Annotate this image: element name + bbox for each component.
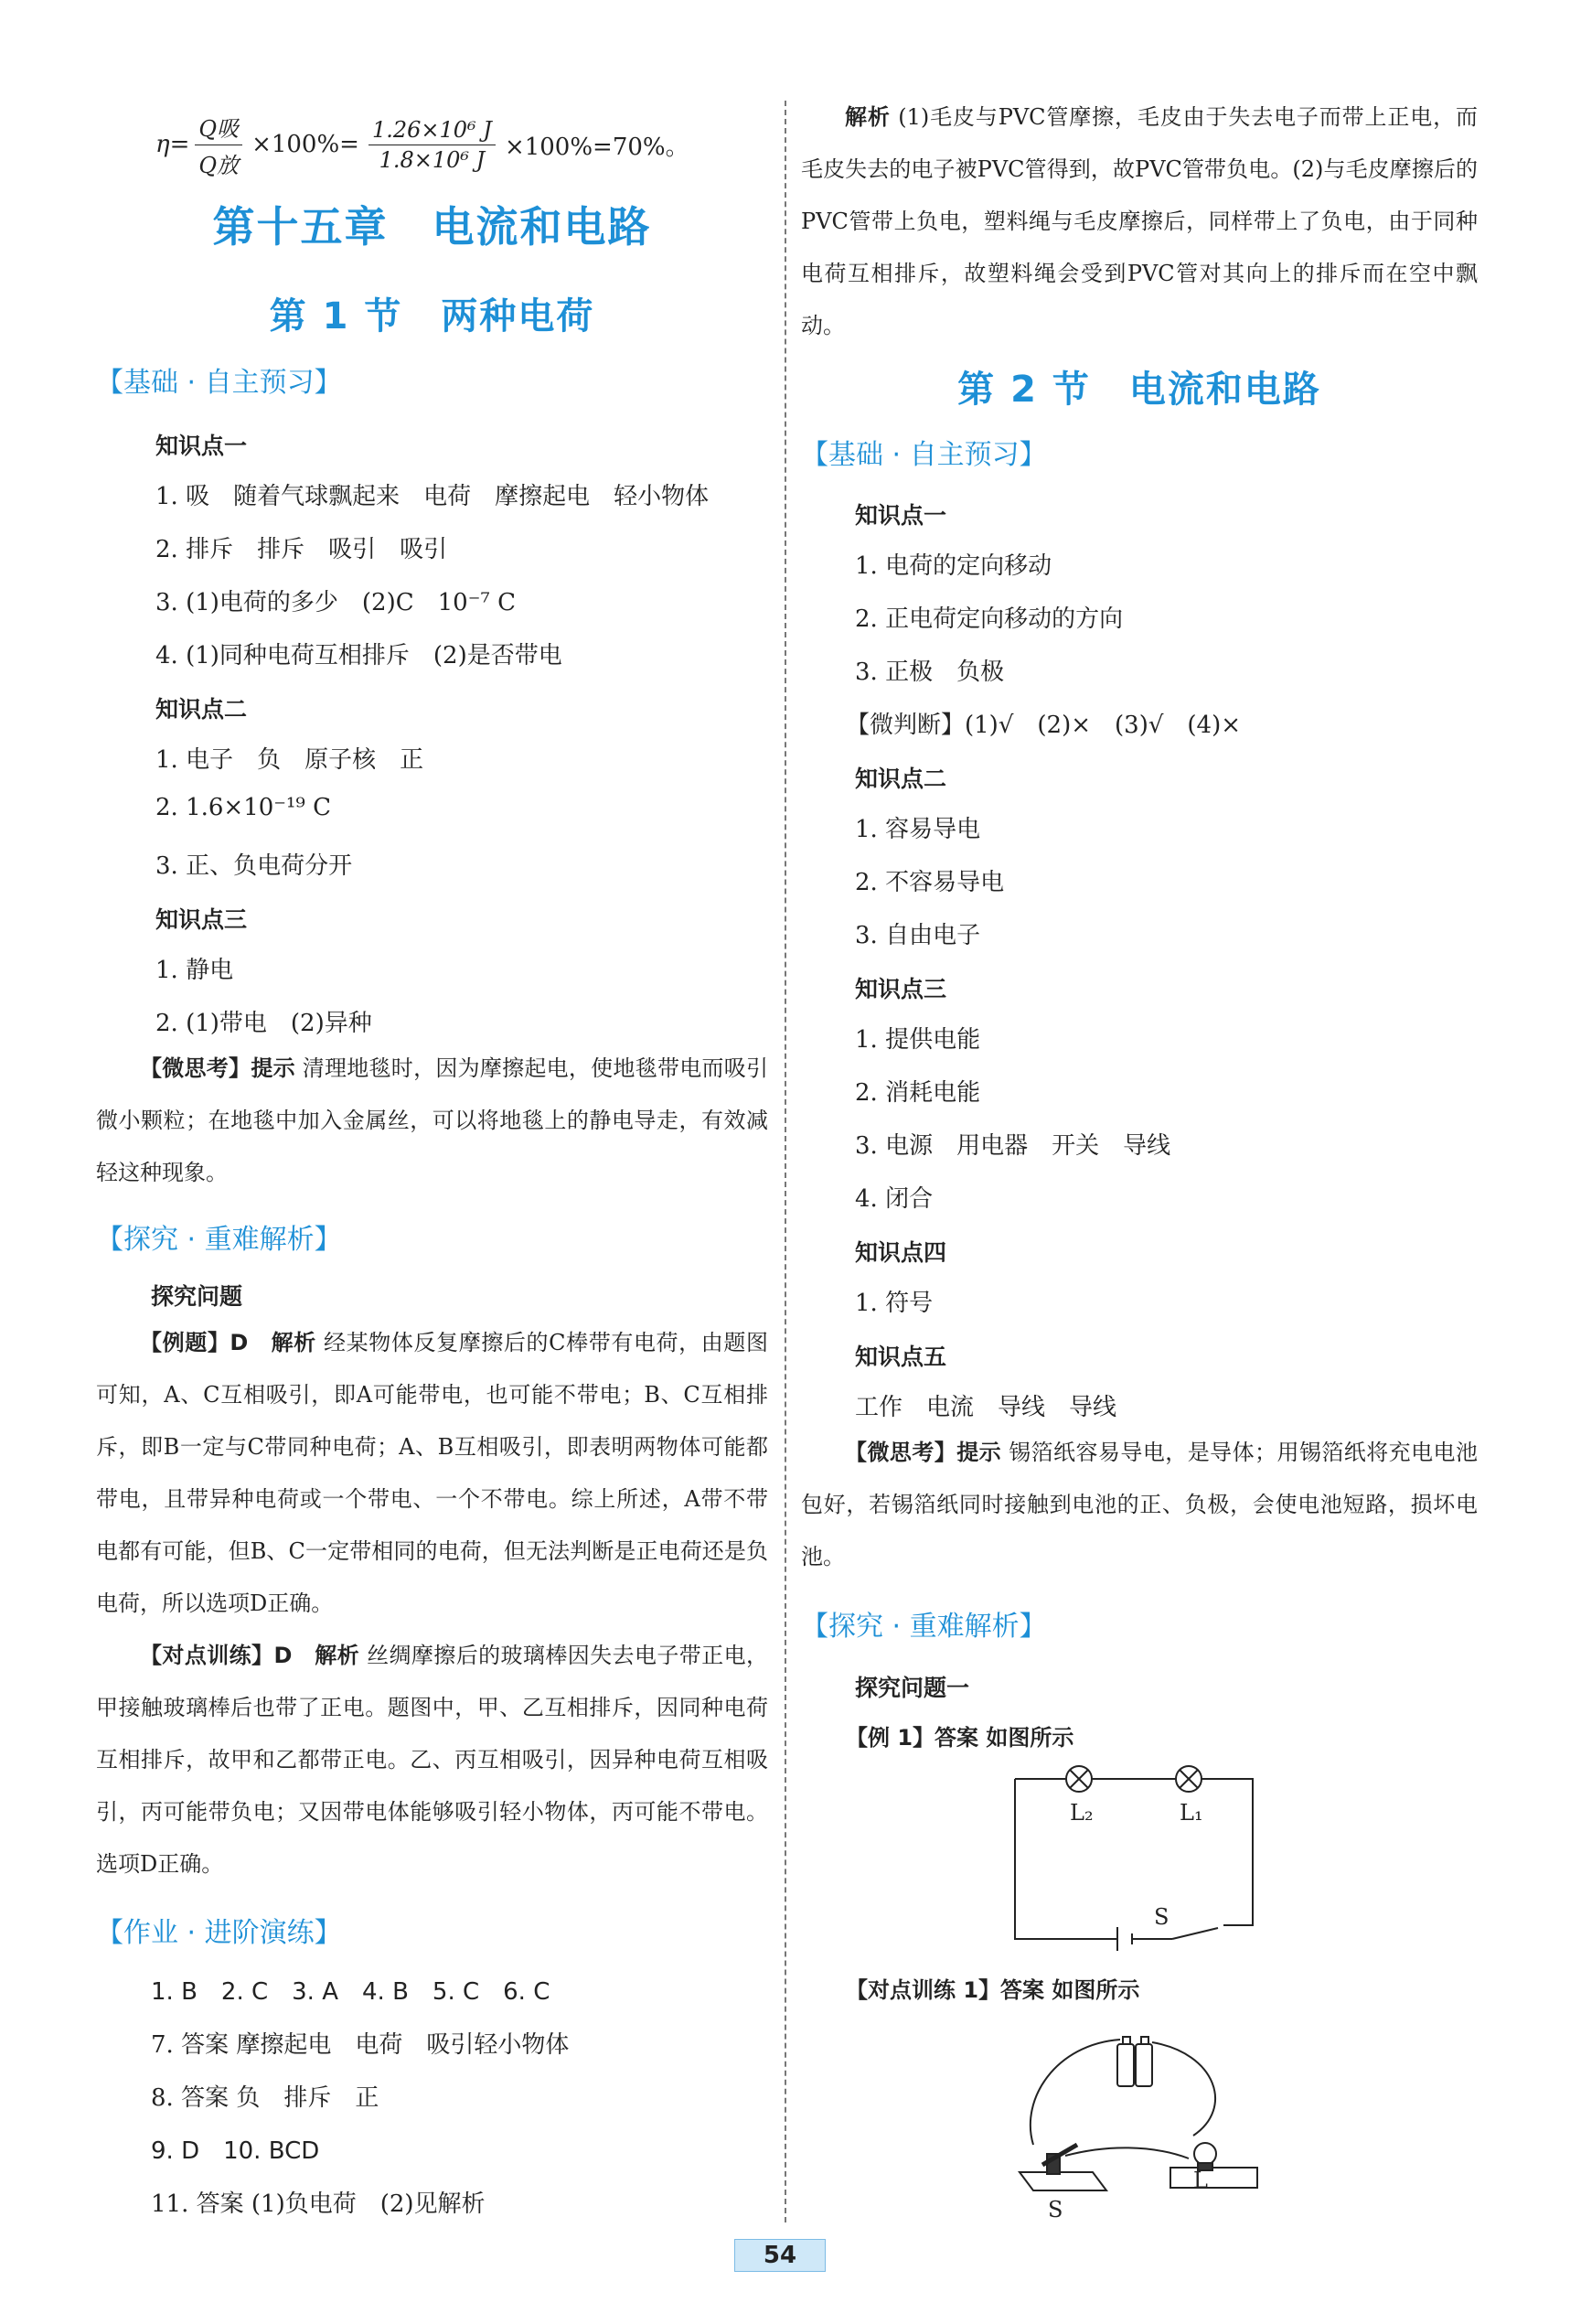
list-item: 3. (1)电荷的多少 (2)C 10⁻⁷ C — [155, 589, 517, 616]
example-1-answer: 【例 1】答案 如图所示 — [846, 1725, 1074, 1751]
training-analysis — [96, 1630, 768, 1890]
list-item: 2. (1)带电 (2)异种 — [155, 1010, 372, 1037]
kp1-heading-right: 知识点一 — [855, 502, 947, 529]
page-number: 54 — [734, 2239, 826, 2272]
formula-num2: 1.26×10⁶ J — [368, 117, 496, 145]
list-item: 2. 消耗电能 — [855, 1079, 981, 1107]
list-item: 3. 自由电子 — [855, 922, 981, 949]
list-item: 1. 提供电能 — [855, 1026, 981, 1054]
micro-think-text-right: 锡箔纸容易导电，是导体；用锡箔纸将充电电池包好，若锡箔纸同时接触到电池的正、负极，会使电池短路，损坏电池。 — [801, 1440, 1478, 1569]
list-item: 3. 电源 用电器 开关 导线 — [855, 1132, 1171, 1160]
micro-think-left — [96, 1043, 768, 1199]
lamp-base-icon — [1170, 2168, 1257, 2188]
micro-think-label-right: 【微思考】提示 — [845, 1440, 1002, 1465]
efficiency-formula — [155, 108, 693, 181]
circuit-diagram — [1006, 1761, 1271, 1953]
fraction-values — [368, 117, 496, 173]
fraction-q — [195, 111, 242, 179]
tag-homework: 【作业 · 进阶演练】 — [96, 1917, 342, 1949]
formula-eta: η= — [155, 131, 190, 158]
kp2-heading-left: 知识点二 — [155, 696, 248, 723]
physical-circuit-sketch — [1006, 2017, 1271, 2227]
kp1-heading-left: 知识点一 — [155, 433, 248, 459]
list-item: 1. 符号 — [855, 1290, 934, 1317]
list-item: 3. 正、负电荷分开 — [155, 852, 353, 880]
switch-base-icon — [1020, 2172, 1106, 2190]
tag-preview-left: 【基础 · 自主预习】 — [96, 367, 342, 399]
list-item: 1. 容易导电 — [855, 816, 981, 843]
list-item: 3. 正极 负极 — [855, 659, 1005, 686]
chapter-title: 第十五章 电流和电路 — [212, 202, 652, 252]
list-item: 11. 答案 (1)负电荷 (2)见解析 — [151, 2190, 486, 2218]
label-s: S — [1154, 1904, 1169, 1930]
lamp-bulb-icon — [1194, 2143, 1216, 2165]
tag-preview-right: 【基础 · 自主预习】 — [801, 439, 1047, 471]
training-1-answer: 【对点训练 1】答案 如图所示 — [846, 1977, 1140, 2003]
battery-2-icon — [1136, 2044, 1152, 2086]
kp2-heading-right: 知识点二 — [855, 766, 947, 792]
tag-explore-right: 【探究 · 重难解析】 — [801, 1611, 1047, 1643]
list-item: 7. 答案 摩擦起电 电荷 吸引轻小物体 — [151, 2031, 570, 2059]
wire-left — [1031, 2040, 1120, 2145]
kp5-heading-right: 知识点五 — [855, 1344, 947, 1370]
kp5-line: 工作 电流 导线 导线 — [855, 1394, 1117, 1421]
list-item: 2. 1.6×10⁻¹⁹ C — [155, 794, 332, 821]
list-item: 2. 排斥 排斥 吸引 吸引 — [155, 536, 448, 563]
kp4-heading-right: 知识点四 — [855, 1239, 947, 1266]
kp3-heading-right: 知识点三 — [855, 976, 947, 1002]
example-label: 【例题】D 解析 — [140, 1330, 316, 1355]
list-item: 1. 吸 随着气球飘起来 电荷 摩擦起电 轻小物体 — [155, 483, 710, 510]
formula-mid: ×100%= — [251, 131, 359, 158]
label-lamp: L — [1193, 2168, 1208, 2193]
micro-judge: 【微判断】(1)√ (2)× (3)√ (4)× — [846, 712, 1242, 739]
formula-num1: Q吸 — [195, 111, 242, 145]
list-item: 4. 闭合 — [855, 1185, 934, 1213]
switch-blade — [1172, 1928, 1218, 1939]
analysis-label: 解析 — [845, 104, 891, 130]
wire-bottom — [1065, 2147, 1189, 2158]
wire-right — [1152, 2042, 1215, 2136]
battery-1-icon — [1117, 2044, 1134, 2086]
list-item: 1. B 2. C 3. A 4. B 5. C 6. C — [151, 1978, 550, 2006]
section-2-title: 第 2 节 电流和电路 — [957, 369, 1321, 411]
list-item: 1. 电荷的定向移动 — [855, 552, 1052, 580]
micro-think-right — [801, 1427, 1478, 1583]
explore-question-left: 探究问题 — [151, 1283, 243, 1310]
list-item: 1. 电子 负 原子核 正 — [155, 746, 424, 774]
label-switch: S — [1048, 2197, 1063, 2222]
section-1-title: 第 1 节 两种电荷 — [269, 295, 595, 337]
wire-top-right — [1015, 1779, 1253, 1925]
list-item: 1. 静电 — [155, 957, 234, 984]
list-item: 8. 答案 负 排斥 正 — [151, 2084, 379, 2112]
label-l1: L₁ — [1180, 1800, 1203, 1826]
wire-left-bottom — [1015, 1779, 1117, 1939]
analysis-right — [801, 91, 1478, 352]
list-item: 4. (1)同种电荷互相排斥 (2)是否带电 — [155, 642, 562, 669]
micro-think-label: 【微思考】提示 — [140, 1055, 295, 1081]
tag-explore-left: 【探究 · 重难解析】 — [96, 1224, 342, 1256]
formula-den1: Q放 — [198, 152, 240, 178]
formula-den2: 1.8×10⁶ J — [379, 146, 486, 173]
explore-question-right: 探究问题一 — [855, 1675, 970, 1701]
example-analysis — [96, 1317, 768, 1630]
label-l2: L₂ — [1070, 1800, 1094, 1826]
analysis-text: (1)毛皮与PVC管摩擦，毛皮由于失去电子而带上正电，而毛皮失去的电子被PVC管得到，故PVC管带负电。(2)与毛皮摩擦后的PVC管带上负电，塑料绳与毛皮摩擦后，同样带上了负电，由于同种电荷互相排斥，故塑料绳会受到PVC管对其向上的排斥而在空中飘动。 — [801, 104, 1478, 338]
training-label: 【对点训练】D 解析 — [140, 1643, 360, 1668]
formula-end: ×100%=70%。 — [504, 133, 689, 161]
list-item: 9. D 10. BCD — [151, 2137, 320, 2165]
kp3-heading-left: 知识点三 — [155, 906, 248, 933]
training-text: 丝绸摩擦后的玻璃棒因失去电子带正电，甲接触玻璃棒后也带了正电。题图中，甲、乙互相排斥，因同种电荷互相排斥，故甲和乙都带正电。乙、丙互相吸引，因异种电荷互相吸引，丙可能带负电；又因带电体能够吸引轻小物体，丙可能不带电。选项D正确。 — [96, 1643, 769, 1877]
example-text: 经某物体反复摩擦后的C棒带有电荷，由题图可知，A、C互相吸引，即A可能带电，也可能不带电；B、C互相排斥，即B一定与C带同种电荷；A、B互相吸引，即表明两物体可能都带电，且带异种电荷或一个带电、一个不带电。综上所述，A带不带电都有可能，但B、C一定带相同的电荷，但无法判断是正电荷还是负电荷，所以选项D正确。 — [96, 1330, 768, 1616]
list-item: 2. 正电荷定向移动的方向 — [855, 605, 1124, 633]
micro-think-text: 清理地毯时，因为摩擦起电，使地毯带电而吸引微小颗粒；在地毯中加入金属丝，可以将地毯上的静电导走，有效减轻这种现象。 — [96, 1055, 769, 1185]
column-divider — [785, 101, 786, 2222]
list-item: 2. 不容易导电 — [855, 869, 1005, 896]
